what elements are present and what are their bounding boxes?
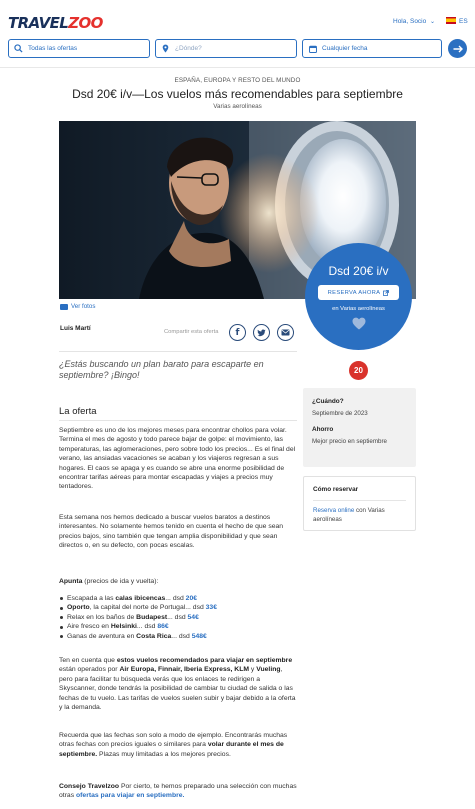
list-item: Aire fresco en Helsinki... dsd 86€ [59,622,297,631]
search-paragraph: Esta semana nos hemos dedicado a buscar vuelos baratos a destinos interesantes. No solamente hemos tenido en cuenta el hecho de que sean precios bajos, sino también que tengan amplia disponibilidad y que sean directos o, en su defecto, con pocas escalas. [59,514,284,550]
date-picker-label: Cualquier fecha [322,45,368,52]
search-icon [14,44,23,53]
author-name: Luis Martí [60,325,91,332]
when-value: Septiembre de 2023 [312,410,368,417]
deal-price-link[interactable]: 20€ [185,595,198,602]
facebook-share-button[interactable] [229,324,246,341]
intro-paragraph: Septiembre es uno de los mejores meses para encontrar chollos para volar. Termina el mes de agosto y todo parece bajar de golpe: el movimiento, las temperaturas, las aglomeraciones, pero sobre todo los precios... Es el final del verano, las ansiadas vacaciones se acaban y los viajeros regresan a sus hogares. El caos se apaga y es cuando se abre una enorme posibilidad de encontrar tarifas aéreas para montar escapadas y viajes a precios muy tentadores. [59,427,296,491]
page-title: Dsd 20€ i/v—Los vuelos más recomendables para septiembre [72,87,403,101]
deal-price-link[interactable]: 33€ [205,604,217,612]
deal-info-box [303,388,416,467]
deal-price-circle [305,243,412,350]
saving-value: Mejor precio en septiembre [312,438,387,445]
share-label: Compartir esta oferta [164,329,219,335]
twitter-share-button[interactable] [253,324,270,341]
dates-paragraph: Recuerda que las fechas son solo a modo de ejemplo. Encontrarás muchas otras fechas con precios iguales o similares para volar durante el mes de septiembre. Plazas muy limitadas a los mejores precios. [59,732,288,758]
region-kicker: ESPAÑA, EUROPA Y RESTO DEL MUNDO [174,77,301,84]
list-item: Escapada a las calas ibicencas... dsd 20€ [59,594,297,603]
twitter-icon [257,329,266,337]
view-photos-link[interactable]: Ver fotos [60,303,95,310]
language-selector[interactable]: ES [459,18,468,25]
book-now-button[interactable]: RESERVA AHORA [318,285,399,300]
deals-list [59,594,297,641]
envelope-icon [281,329,290,336]
camera-icon [60,304,68,310]
destination-placeholder: ¿Dónde? [175,45,202,52]
section-divider [59,420,297,421]
deal-price: Dsd 20€ i/v [328,264,389,278]
heart-icon[interactable] [352,317,366,330]
deal-price-link[interactable]: 86€ [157,623,169,631]
arrow-right-icon [453,45,463,53]
search-submit-button[interactable] [448,39,467,58]
calendar-icon [308,44,317,53]
when-label: ¿Cuándo? [312,398,344,405]
saving-label: Ahorro [312,426,334,433]
september-deals-link[interactable]: ofertas para viajar en septiembre. [76,792,185,800]
list-item: Ganas de aventura en Costa Rica... dsd 548€ [59,632,297,641]
apunta-line: Apunta (precios de ida y vuelta): [59,578,159,585]
chevron-down-icon[interactable]: ⌄ [430,19,436,25]
deal-airlines: en Varias aerolíneas [332,306,385,312]
airlines-subtitle: Varias aerolíneas [213,103,262,110]
header-divider [0,67,475,68]
deal-price-link[interactable]: 548€ [191,632,207,640]
booking-label: Cómo reservar [313,486,359,493]
destination-input[interactable] [155,39,297,58]
author-divider [59,351,297,352]
deal-price-link[interactable]: 54€ [187,613,199,621]
spain-flag-icon[interactable] [446,17,456,24]
booking-text: Reserva online con Varias aerolíneas [313,507,385,523]
facebook-icon: f [235,327,240,338]
deals-dropdown-label: Todas las ofertas [28,45,78,52]
booking-info-box [303,476,416,531]
external-link-icon [383,290,389,296]
list-item: Oporto, la capital del norte de Portugal... dsd 33€ [59,603,297,612]
teaser-text: ¿Estás buscando un plan barato para escaparte en septiembre? ¡Bingo! [59,359,264,380]
deals-dropdown[interactable] [8,39,150,58]
book-online-link[interactable]: Reserva online [313,507,355,514]
airlines-paragraph: Ten en cuenta que estos vuelos recomendados para viajar en septiembre están operados por Air Europa, Finnair, Iberia Express, KLM y Vueling, pero para facilitar tu búsqueda verás que los enlaces te redirigen a Skyscanner, donde tendrás la posibilidad de cambiar tu ciudad de salida o las fechas de tu vuelo. Las tarifas de vuelos suelen subir y bajar debido a la oferta y la demanda. [59,657,296,712]
date-picker[interactable] [302,39,442,58]
location-pin-icon [161,44,170,53]
list-item: Relax en los baños de Budapest... dsd 54€ [59,613,297,622]
travelzoo-logo[interactable]: TRAVELZOO [8,14,103,32]
promo-badge: 20 [349,361,368,380]
email-share-button[interactable] [277,324,294,341]
section-title: La oferta [59,406,97,417]
tip-paragraph: Consejo Travelzoo Por cierto, te hemos preparado una selección con muchas otras ofertas para viajar en septiembre. [59,783,297,800]
account-menu[interactable]: Hola, Socio [393,18,427,25]
booking-divider [313,500,406,501]
